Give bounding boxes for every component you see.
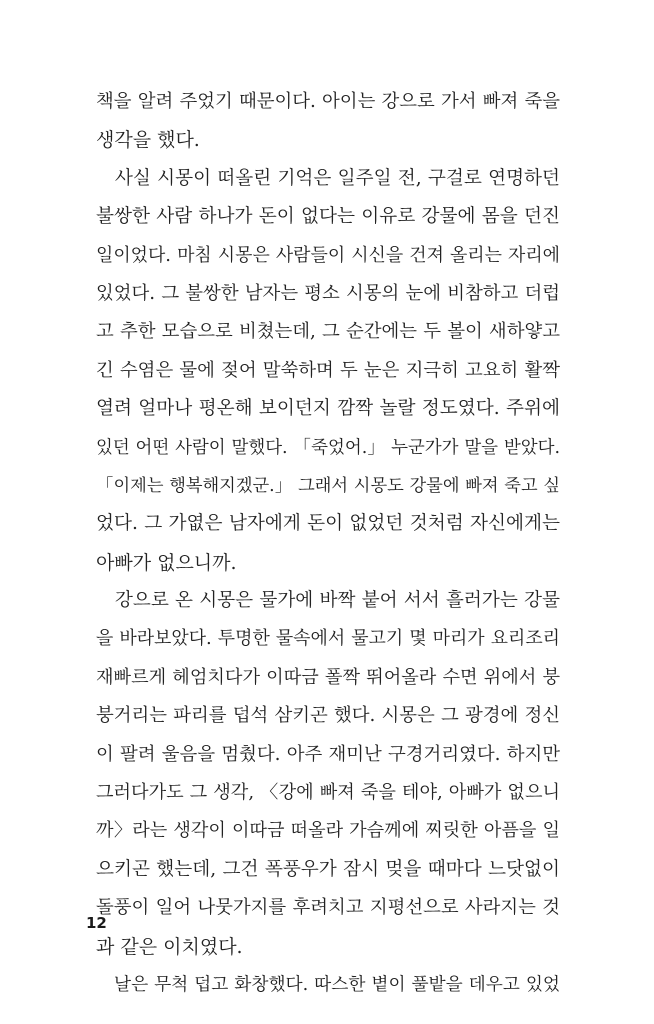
text-line: 사실 시몽이 떠올린 기억은 일주일 전, 구걸로 연명하던 xyxy=(96,167,560,189)
text-line: 과 같은 이치였다. xyxy=(96,935,243,958)
page-number: 12 xyxy=(86,914,107,932)
text-line: 강으로 온 시몽은 물가에 바짝 붙어 서서 흘러가는 강물 xyxy=(96,590,560,612)
text-line: 까〉라는 생각이 이따금 떠올라 가슴께에 찌릿한 아픔을 일 xyxy=(96,820,560,842)
text-line: 긴 수염은 물에 젖어 말쑥하며 두 눈은 지극히 고요히 활짝 xyxy=(96,359,560,381)
text-line: 이 팔려 울음을 멈췄다. 아주 재미난 구경거리였다. 하지만 xyxy=(96,743,560,765)
text-line: 아빠가 없으니까. xyxy=(96,551,237,574)
text-line: 돌풍이 일어 나뭇가지를 후려치고 지평선으로 사라지는 것 xyxy=(96,897,560,919)
text-line: 날은 무척 덥고 화창했다. 따스한 볕이 풀밭을 데우고 있었 xyxy=(96,974,560,995)
text-line: 을 바라보았다. 투명한 물속에서 물고기 몇 마리가 요리조리 xyxy=(96,628,560,650)
text-line: 고 추한 모습으로 비쳤는데, 그 순간에는 두 볼이 새하얗고 xyxy=(96,321,560,343)
text-line: 「이제는 행복해지겠군.」 그래서 시몽도 강물에 빠져 죽고 싶 xyxy=(96,475,560,496)
text-line: 으키곤 했는데, 그건 폭풍우가 잠시 멎을 때마다 느닷없이 xyxy=(96,858,560,880)
text-line: 책을 알려 주었기 때문이다. 아이는 강으로 가서 빠져 죽을 xyxy=(96,91,560,112)
text-line: 그러다가도 그 생각, 〈강에 빠져 죽을 테야, 아빠가 없으니 xyxy=(96,782,560,804)
text-line: 있던 어떤 사람이 말했다. 「죽었어.」 누군가가 말을 받았다. xyxy=(96,437,560,458)
text-line: 재빠르게 헤엄치다가 이따금 폴짝 뛰어올라 수면 위에서 붕 xyxy=(96,666,560,688)
text-line: 불쌍한 사람 하나가 돈이 없다는 이유로 강물에 몸을 던진 xyxy=(96,206,560,228)
text-line: 있었다. 그 불쌍한 남자는 평소 시몽의 눈에 비참하고 더럽 xyxy=(96,282,560,304)
text-line: 일이었다. 마침 시몽은 사람들이 시신을 건져 올리는 자리에 xyxy=(96,244,560,266)
text-line: 열려 얼마나 평온해 보이던지 깜짝 놀랄 정도였다. 주위에 xyxy=(96,398,560,420)
body-text xyxy=(96,83,560,1004)
text-line: 붕거리는 파리를 덥석 삼키곤 했다. 시몽은 그 광경에 정신 xyxy=(96,705,560,727)
text-line: 생각을 했다. xyxy=(96,129,200,152)
text-line: 었다. 그 가엾은 남자에게 돈이 없었던 것처럼 자신에게는 xyxy=(96,513,560,535)
